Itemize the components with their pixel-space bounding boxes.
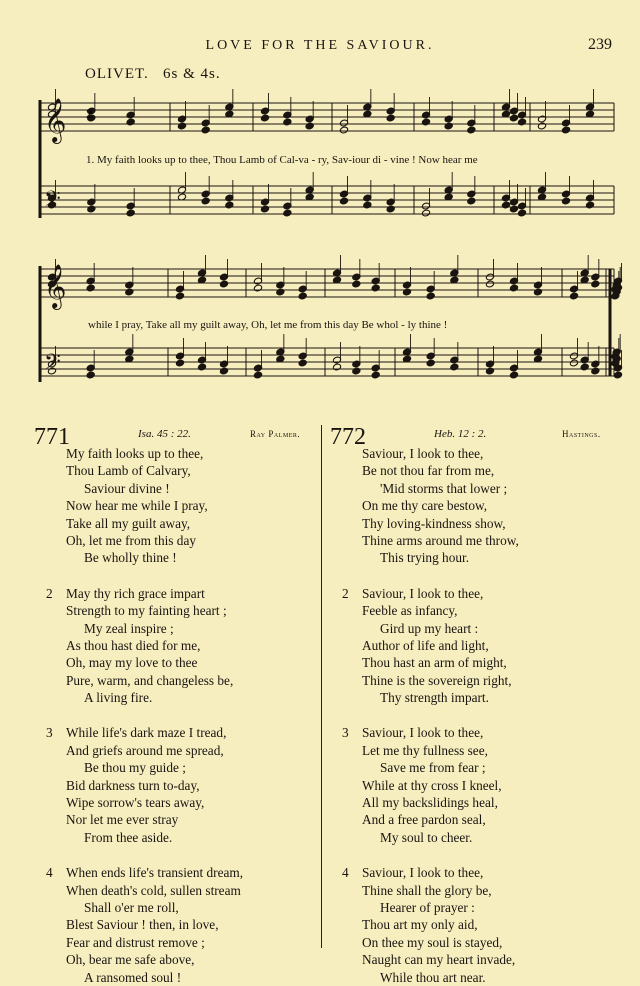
verse-line-text: And a free pardon seal, [362,812,486,828]
note-head [371,371,380,379]
note-head [175,292,184,300]
verse-line-text: Thine arms around me throw, [362,532,519,548]
note-head [509,371,518,379]
verse-line-text: Nor let me ever stray [66,812,179,828]
verse-line [66,829,316,846]
verse-line [362,549,622,566]
treble-clef: 𝄞 [44,98,67,142]
note-head [87,205,96,213]
verse-line-text: While at thy cross I kneel, [362,777,502,793]
hymn-number: 771 [34,424,70,450]
verse-line-text: Saviour divine ! [84,480,170,496]
note-head [352,280,361,288]
verse-line [362,742,622,759]
note-head [561,126,570,134]
verse-line-text: When ends life's transient dream, [66,865,244,881]
verse-line [66,811,316,828]
note-head [260,114,269,122]
verse [342,864,622,986]
note-head [298,292,307,300]
verse-line-text: Thine is the sovereign right, [362,672,512,688]
verse-line-text: On thee my soul is stayed, [362,934,503,950]
verse-line-text: A ransomed soul ! [84,969,182,985]
note-head [283,209,292,217]
tune-meter: 6s & 4s. [163,66,221,82]
verse [66,445,316,567]
verse [46,724,316,846]
verse-line-text: Fear and distrust remove ; [66,934,205,950]
verse-line [46,585,316,602]
note-head [517,118,526,126]
note-head [421,118,430,126]
verse-line [362,934,622,951]
note-head [352,367,361,375]
verse-line [66,777,316,794]
hymn-number: 772 [330,424,366,450]
note-head [175,359,184,367]
verse-line-text: On me thy care bestow, [362,498,488,514]
verse-line [66,515,316,532]
note-head [201,197,210,205]
verse-line-text: Naught can my heart invade, [362,952,516,968]
verse [362,445,622,567]
verse-line [362,532,622,549]
hymn-771-text [46,445,316,986]
treble-clef: 𝄞 [44,264,67,308]
note-head [426,359,435,367]
verse-line [342,864,622,881]
lyrics-line-2: while I pray, Take all my guilt away, Oh, let me from this day Be whol - ly thine ! [88,319,448,331]
lyrics-line-1: 1. My faith looks up to thee, Thou Lamb of Cal-va - ry, Sav-iour di - vine ! Now hear me [86,154,478,166]
note-head [533,288,542,296]
verse-line-text: Blest Saviour ! then, in love, [66,917,219,933]
verse-line [362,882,622,899]
note-head [501,201,510,209]
note-head [339,126,348,134]
note-head [444,122,453,130]
verse-line [362,672,622,689]
scripture-reference: Heb. 12 : 2. [434,428,487,440]
verse-line-text: Saviour, I look to thee, [362,865,484,881]
verse-line-text: Let me thy fullness see, [362,742,488,758]
note-head [276,288,285,296]
note-head [86,371,95,379]
verse-line-text: All my backslidings heal, [362,795,498,811]
note-head [611,292,620,300]
note-head [126,118,135,126]
note-head [260,205,269,213]
verse-line [66,951,316,968]
note-head [298,359,307,367]
verse-line [66,497,316,514]
note-head [426,292,435,300]
time-signature: 2 [86,106,93,121]
page-number: 239 [588,36,612,53]
note-head [402,288,411,296]
verse-number: 2 [342,585,349,601]
verse-line [362,916,622,933]
verse-line [362,811,622,828]
verse-line [66,742,316,759]
bass-clef: 𝄢 [44,350,61,380]
verse-line [362,777,622,794]
verse-line-text: May thy rich grace impart [66,585,205,601]
verse-line [66,654,316,671]
verse-line [66,620,316,637]
verse-line-text: My zeal inspire ; [84,620,174,636]
verse-line [66,934,316,951]
verse-line-text: Thou art my only aid, [362,917,478,933]
note-head [569,359,578,367]
verse-line [66,602,316,619]
verse-line [362,951,622,968]
verse-line-text: Author of life and light, [362,637,489,653]
note-head [467,197,476,205]
note-head [219,367,228,375]
verse-line-text: While life's dark maze I tread, [66,725,227,741]
verse-line [66,969,316,986]
note-head [339,197,348,205]
running-title: LOVE FOR THE SAVIOUR. [205,38,435,53]
verse-line-text: Pure, warm, and changeless be, [66,672,234,688]
verse-line [362,620,622,637]
verse-line [342,585,622,602]
note-head [305,122,314,130]
verse-line-text: Be not thou far from me, [362,463,495,479]
note-head [585,201,594,209]
verse-line-text: Saviour, I look to thee, [362,585,484,601]
verse-number: 4 [342,865,349,881]
verse-line-text: Save me from fear ; [380,760,486,776]
verse-line [66,882,316,899]
verse-line [362,515,622,532]
verse-line-text: This trying hour. [380,550,470,566]
verse-number: 3 [342,725,349,741]
verse-line-text: While thou art near. [380,969,486,985]
verse-line [362,602,622,619]
verse-line [362,899,622,916]
verse-line [66,549,316,566]
verse-line [46,864,316,881]
verse-line-text: Oh, bear me safe above, [66,952,195,968]
verse-line-text: Take all my guilt away, [66,515,191,531]
verse [342,585,622,707]
note-head [332,363,341,371]
note-head [126,209,135,217]
verse-line [66,916,316,933]
verse-line [362,689,622,706]
verse-line [362,759,622,776]
verse-line [66,480,316,497]
verse-line-text: Thou hast an arm of might, [362,655,507,671]
author: Hastings. [562,429,601,439]
verse-line [66,532,316,549]
note-head [177,122,186,130]
verse-line-text: Saviour, I look to thee, [362,446,484,461]
note-head [253,284,262,292]
note-head [467,126,476,134]
verse-line-text: Saviour, I look to thee, [362,725,484,741]
verse-line [66,899,316,916]
note-head [537,122,546,130]
column-divider [321,425,322,948]
verse-line-text: Wipe sorrow's tears away, [66,795,205,811]
note-head [371,284,380,292]
verse [46,864,316,986]
verse-line-text: Shall o'er me roll, [84,899,179,915]
verse-line-text: Hearer of prayer : [380,899,475,915]
note-head [253,371,262,379]
verse-line-text: Now hear me while I pray, [66,498,208,514]
verse-line-text: Oh, may my love to thee [66,655,198,671]
note-head [201,126,210,134]
verse [342,724,622,846]
note-head [561,197,570,205]
verse-line-text: Feeble as infancy, [362,603,458,619]
note-head [517,209,526,217]
note-head [219,280,228,288]
verse-line-text: Oh, let me from this day [66,532,196,548]
note-head [125,288,134,296]
note-head [485,367,494,375]
verse-number: 2 [46,585,53,601]
verse-line-text: Be thou my guide ; [84,760,186,776]
bass-clef: 𝄢 [44,187,61,217]
verse-line [66,759,316,776]
verse-line [46,724,316,741]
verse-line [362,497,622,514]
verse [46,585,316,707]
verse-line [66,689,316,706]
verse-line [66,445,316,462]
note-head [421,209,430,217]
verse-line-text: My faith looks up to thee, [66,446,204,461]
verse-line [362,794,622,811]
verse-line [362,445,622,462]
note-head [450,363,459,371]
hymn-772-text [342,445,622,986]
verse-line [362,654,622,671]
verse-line-text: My soul to cheer. [380,829,473,845]
note-head [363,201,372,209]
verse-number: 4 [46,865,53,881]
note-head [225,201,234,209]
note-head [509,284,518,292]
note-head [283,118,292,126]
verse-line-text: Thy loving-kindness show, [362,515,506,531]
note-head [569,292,578,300]
music-score [0,0,640,400]
verse-line [362,480,622,497]
verse-line-text: 'Mid storms that lower ; [380,480,508,496]
note-head [86,284,95,292]
verse-line-text: Gird up my heart : [380,620,479,636]
verse-line [66,637,316,654]
note-head [613,371,622,379]
verse-line-text: Strength to my fainting heart ; [66,603,227,619]
verse-line-text: A living fire. [84,690,153,706]
verse-line [66,794,316,811]
note-head [591,367,600,375]
note-head [509,205,518,213]
verse-line-text: Be wholly thine ! [84,550,177,566]
verse-line [66,462,316,479]
note-head [386,205,395,213]
scripture-reference: Isa. 45 : 22. [138,428,191,440]
tune-name: OLIVET. [85,66,149,82]
verse-line-text: From thee aside. [84,829,173,845]
verse-line-text: Bid darkness turn to-day, [66,777,200,793]
author: Ray Palmer. [250,429,301,439]
note-head [386,114,395,122]
note-head [485,280,494,288]
verse-line-text: Thou Lamb of Calvary, [66,463,191,479]
verse-line [362,969,622,986]
verse-line [362,829,622,846]
verse-line-text: And griefs around me spread, [66,742,224,758]
verse-line [66,672,316,689]
verse-number: 3 [46,725,53,741]
verse-line-text: Thine shall the glory be, [362,882,492,898]
verse-line [362,462,622,479]
note-head [591,280,600,288]
note-head [580,363,589,371]
verse-line-text: Thy strength impart. [380,690,489,706]
verse-line [342,724,622,741]
note-head [197,363,206,371]
verse-line-text: When death's cold, sullen stream [66,882,241,898]
verse-line-text: As thou hast died for me, [66,637,201,653]
note-head [509,114,518,122]
verse-line [362,637,622,654]
